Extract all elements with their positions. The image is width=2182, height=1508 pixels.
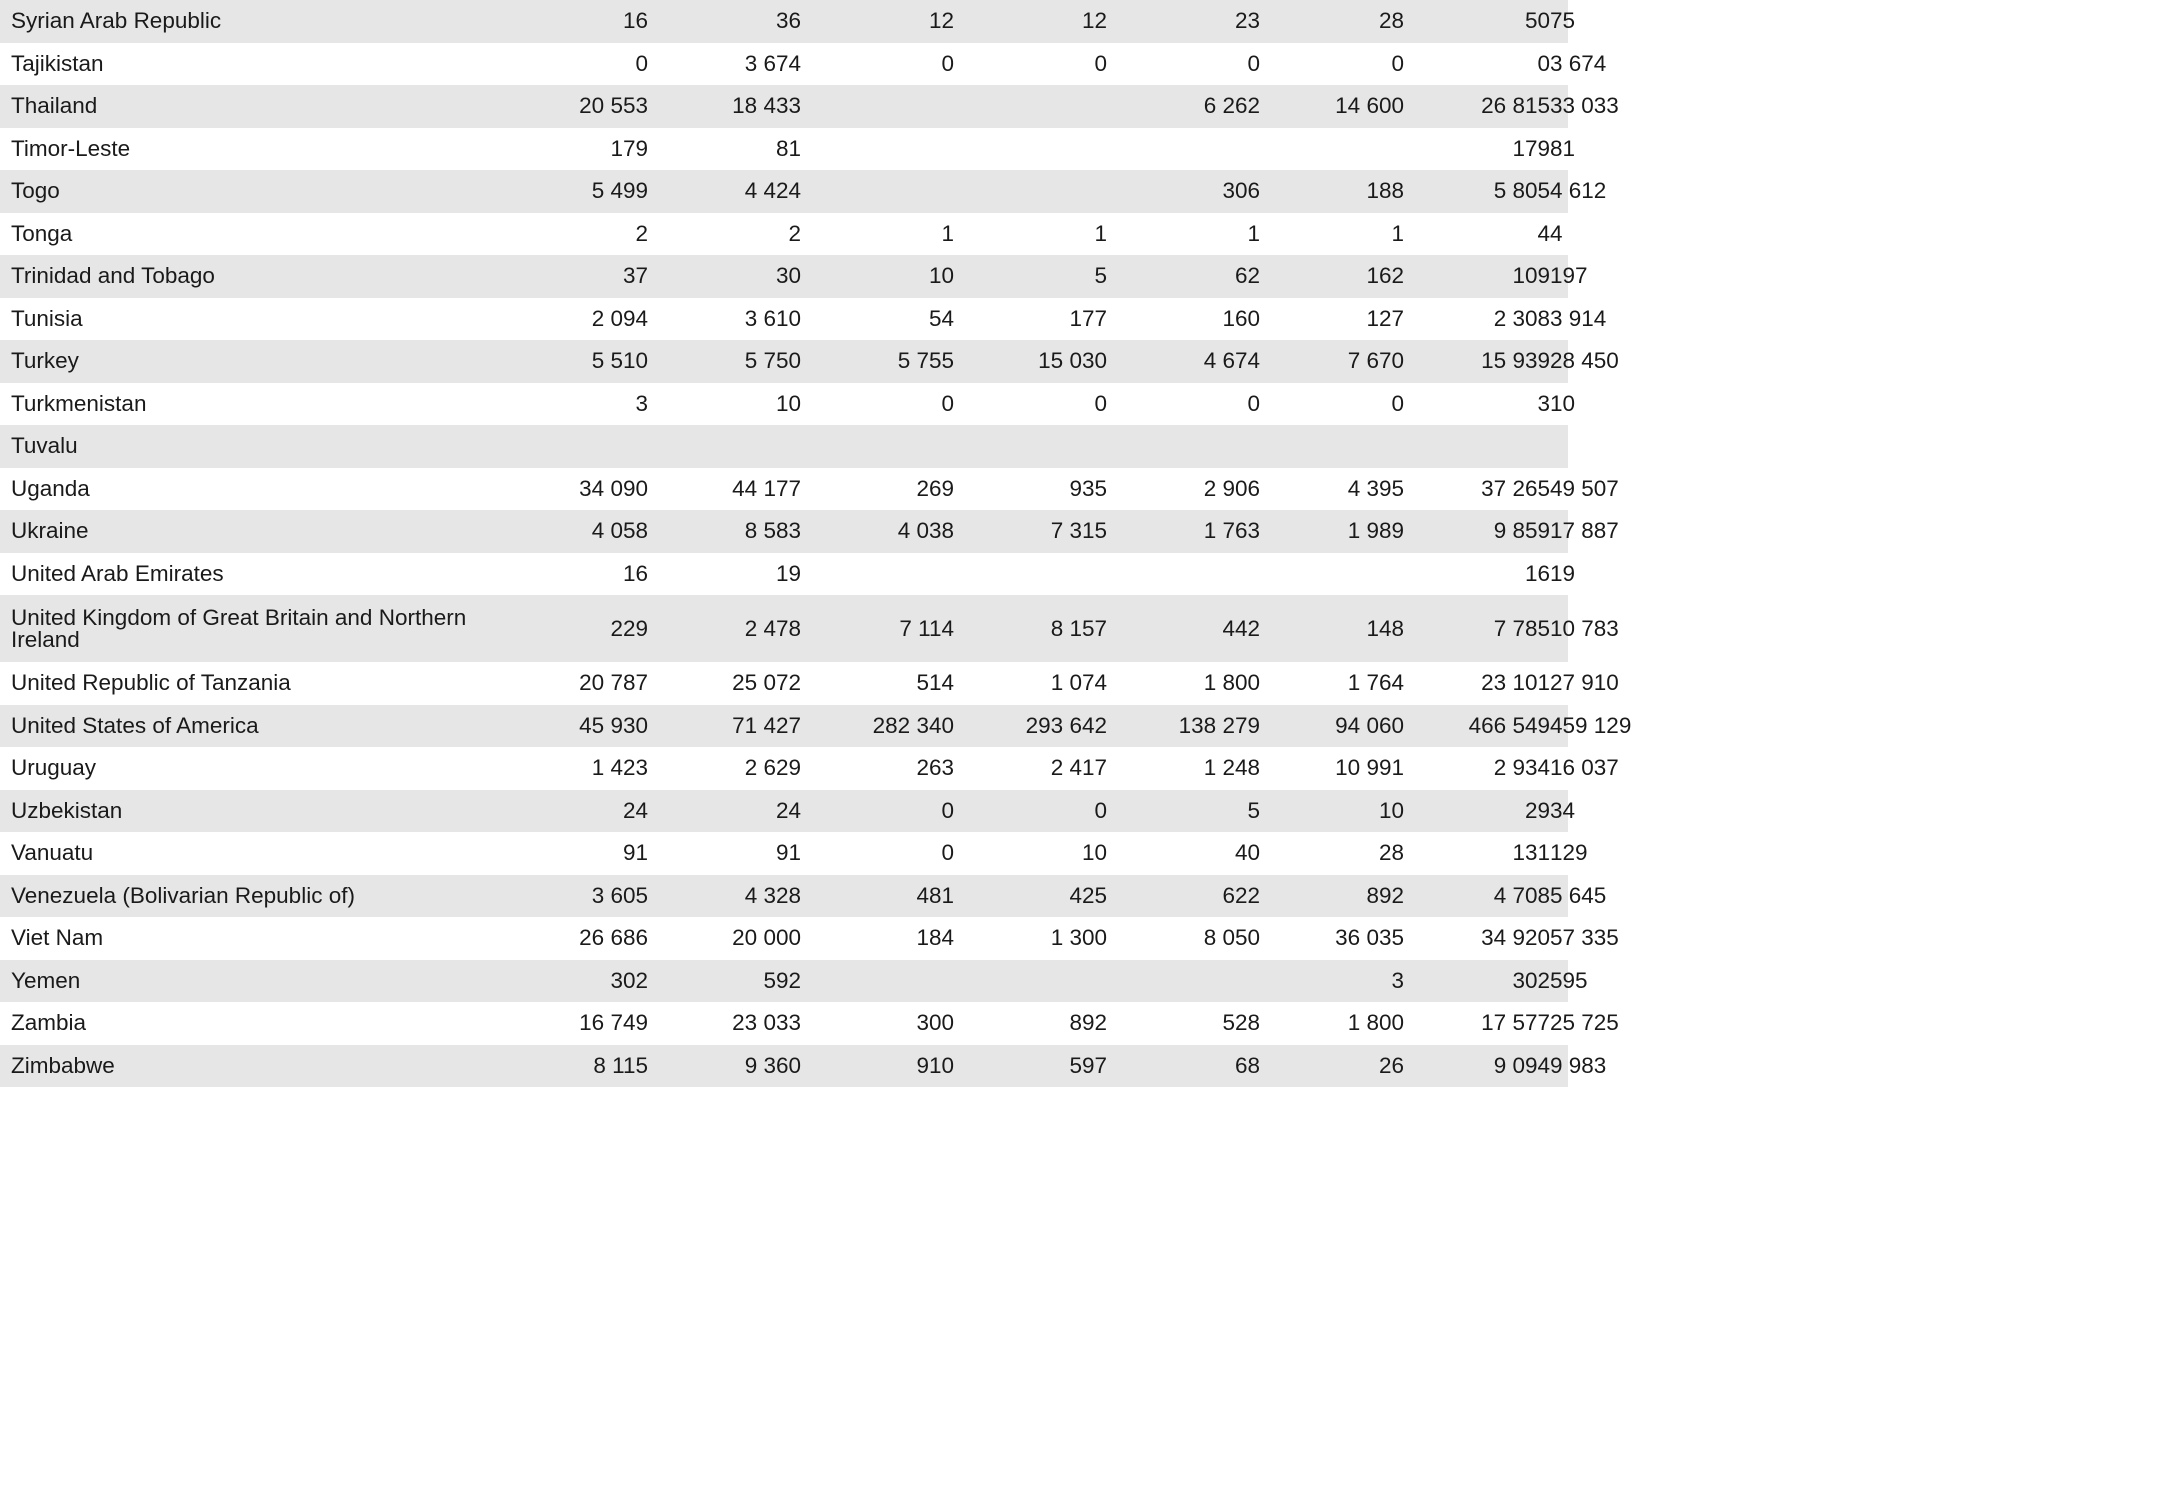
value-cell-col-7: 109 (1404, 255, 1550, 298)
value-cell-col-1: 5 510 (520, 340, 648, 383)
table-row (0, 85, 1568, 128)
country-name-cell: United Arab Emirates (11, 560, 224, 586)
value-cell-col-2: 24 (648, 790, 801, 833)
value-cell-col-4: 0 (954, 790, 1107, 833)
value-cell-col-3: 0 (941, 390, 954, 416)
value-cell-col-7: 23 101 (1481, 670, 1550, 696)
value-cell-col-2: 30 (648, 255, 801, 298)
value-cell-col-7: 131 (1512, 840, 1550, 866)
country-name-cell: Yemen (0, 960, 520, 1003)
value-cell-col-3: 481 (801, 875, 954, 918)
value-cell-col-2: 9 360 (648, 1045, 801, 1088)
value-cell-col-6: 1 800 (1347, 1010, 1404, 1036)
table-row (0, 705, 1568, 748)
value-cell-col-1: 0 (635, 50, 648, 76)
country-name-cell: Uzbekistan (0, 790, 520, 833)
value-cell-col-3: 0 (801, 790, 954, 833)
value-cell-col-3: 0 (941, 50, 954, 76)
value-cell-col-2: 592 (648, 960, 801, 1003)
country-name-cell: Viet Nam (11, 925, 104, 951)
country-name-cell: Zimbabwe (0, 1045, 520, 1088)
value-cell-col-6: 36 035 (1335, 925, 1404, 951)
value-cell-col-1: 20 787 (579, 670, 648, 696)
table-row (0, 1002, 1568, 1045)
value-cell-col-3: 7 114 (801, 595, 954, 662)
country-name-cell: Turkmenistan (11, 390, 147, 416)
value-cell-col-5: 62 (1107, 255, 1260, 298)
value-cell-col-5: 23 (1107, 0, 1260, 43)
country-name-cell: Togo (0, 170, 520, 213)
value-cell-col-4: 425 (954, 875, 1107, 918)
value-cell-col-2 (648, 425, 801, 468)
value-cell-col-7: 7 785 (1404, 595, 1550, 662)
value-cell-col-6: 10 (1260, 790, 1404, 833)
value-cell-col-3: 5 755 (801, 340, 954, 383)
value-cell-col-2: 36 (648, 0, 801, 43)
value-cell-col-4: 15 030 (954, 340, 1107, 383)
table-row (0, 128, 1568, 171)
value-cell-col-2: 8 583 (648, 510, 801, 553)
value-cell-col-5: 4 674 (1107, 340, 1260, 383)
value-cell-col-8: 49 507 (1550, 475, 1619, 501)
value-cell-col-5: 6 262 (1107, 85, 1260, 128)
value-cell-col-5 (1107, 553, 1260, 596)
value-cell-col-1: 229 (520, 595, 648, 662)
country-name-cell: Syrian Arab Republic (0, 0, 520, 43)
country-name-cell: Thailand (0, 85, 520, 128)
value-cell-col-4: 2 417 (1050, 755, 1107, 781)
value-cell-col-3 (801, 553, 954, 596)
value-cell-col-6: 1 764 (1347, 670, 1404, 696)
table-row (0, 340, 1568, 383)
value-cell-col-4: 597 (954, 1045, 1107, 1088)
value-cell-col-3: 12 (801, 0, 954, 43)
value-cell-col-3: 4 038 (801, 510, 954, 553)
table-row (0, 662, 1568, 705)
table-row (0, 213, 1568, 256)
value-cell-col-6 (1260, 553, 1404, 596)
value-cell-col-7: 15 939 (1404, 340, 1550, 383)
value-cell-col-2: 4 424 (648, 170, 801, 213)
value-cell-col-7: 466 549 (1404, 705, 1550, 748)
value-cell-col-1: 5 499 (520, 170, 648, 213)
value-cell-col-1: 3 (635, 390, 648, 416)
value-cell-col-4: 12 (954, 0, 1107, 43)
value-cell-col-1: 8 115 (520, 1045, 648, 1088)
country-name-cell: Turkey (0, 340, 520, 383)
value-cell-col-7: 2 308 (1493, 305, 1550, 331)
value-cell-col-1: 24 (520, 790, 648, 833)
value-cell-col-2: 3 610 (744, 305, 801, 331)
country-name-cell: Ukraine (0, 510, 520, 553)
table-row (0, 790, 1568, 833)
table-row (0, 43, 1568, 86)
value-cell-col-5: 138 279 (1107, 705, 1260, 748)
table-row (0, 298, 1568, 341)
value-cell-col-4: 10 (1081, 840, 1107, 866)
value-cell-col-3: 0 (941, 840, 954, 866)
table-row (0, 510, 1568, 553)
value-cell-col-7: 16 (1524, 560, 1550, 586)
value-cell-col-4: 293 642 (954, 705, 1107, 748)
value-cell-col-1: 34 090 (579, 475, 648, 501)
value-cell-col-1: 16 (520, 0, 648, 43)
value-cell-col-6: 148 (1260, 595, 1404, 662)
table-row (0, 1045, 1568, 1088)
value-cell-col-3 (801, 128, 954, 171)
value-cell-col-8: 9 983 (1550, 1045, 1568, 1088)
value-cell-col-6: 94 060 (1260, 705, 1404, 748)
value-cell-col-7: 50 (1404, 0, 1550, 43)
value-cell-col-2: 71 427 (648, 705, 801, 748)
value-cell-col-8: 75 (1550, 0, 1568, 43)
country-name-cell: Vanuatu (11, 840, 94, 866)
value-cell-col-4 (954, 425, 1107, 468)
value-cell-col-2: 2 629 (744, 755, 801, 781)
value-cell-col-8: 10 783 (1550, 595, 1568, 662)
value-cell-col-8: 28 450 (1550, 340, 1568, 383)
value-cell-col-4: 8 157 (954, 595, 1107, 662)
value-cell-col-4: 0 (1094, 50, 1107, 76)
value-cell-col-4: 1 074 (1050, 670, 1107, 696)
value-cell-col-5: 306 (1107, 170, 1260, 213)
value-cell-col-5: 2 906 (1203, 475, 1260, 501)
country-name-cell: Uganda (11, 475, 90, 501)
table-row (0, 917, 1568, 960)
value-cell-col-1: 45 930 (520, 705, 648, 748)
value-cell-col-5: 68 (1107, 1045, 1260, 1088)
value-cell-col-1: 3 605 (520, 875, 648, 918)
value-cell-col-3: 300 (916, 1010, 954, 1036)
value-cell-col-8: 197 (1550, 255, 1568, 298)
value-cell-col-8: 129 (1550, 840, 1588, 866)
value-cell-col-5: 442 (1107, 595, 1260, 662)
value-cell-col-8: 25 725 (1550, 1010, 1619, 1036)
value-cell-col-8: 5 645 (1550, 875, 1568, 918)
value-cell-col-6: 28 (1260, 0, 1404, 43)
value-cell-col-7: 9 094 (1404, 1045, 1550, 1088)
country-name-cell: United States of America (0, 705, 520, 748)
value-cell-col-7: 179 (1512, 135, 1550, 161)
value-cell-col-5: 528 (1222, 1010, 1260, 1036)
value-cell-col-6: 26 (1260, 1045, 1404, 1088)
value-cell-col-6: 188 (1260, 170, 1404, 213)
value-cell-col-4: 7 315 (954, 510, 1107, 553)
value-cell-col-6: 162 (1260, 255, 1404, 298)
value-cell-col-2: 91 (775, 840, 801, 866)
table-row (0, 468, 1568, 511)
value-cell-col-4 (954, 960, 1107, 1003)
value-cell-col-4: 5 (954, 255, 1107, 298)
value-cell-col-8: 19 (1550, 560, 1576, 586)
value-cell-col-2: 23 033 (732, 1010, 801, 1036)
value-cell-col-6: 1 989 (1260, 510, 1404, 553)
value-cell-col-4 (954, 128, 1107, 171)
country-name-cell: Venezuela (Bolivarian Republic of) (0, 875, 520, 918)
value-cell-col-2: 19 (775, 560, 801, 586)
value-cell-col-8: 81 (1550, 135, 1576, 161)
value-cell-col-6 (1260, 425, 1404, 468)
value-cell-col-4: 892 (1069, 1010, 1107, 1036)
table-row (0, 832, 1568, 875)
value-cell-col-5: 40 (1234, 840, 1260, 866)
value-cell-col-5: 0 (1247, 390, 1260, 416)
country-name-cell: Tunisia (11, 305, 83, 331)
value-cell-col-7: 17 577 (1481, 1010, 1550, 1036)
value-cell-col-7: 0 (1537, 50, 1550, 76)
country-name-cell: Uruguay (11, 755, 97, 781)
value-cell-col-5: 1 248 (1203, 755, 1260, 781)
value-cell-col-3 (801, 425, 954, 468)
value-cell-col-2: 3 674 (744, 50, 801, 76)
value-cell-col-4 (954, 85, 1107, 128)
value-cell-col-1 (520, 425, 648, 468)
value-cell-col-1: 91 (622, 840, 648, 866)
value-cell-col-6: 10 991 (1335, 755, 1404, 781)
value-cell-col-6: 892 (1260, 875, 1404, 918)
value-cell-col-4: 1 (1094, 220, 1107, 246)
value-cell-col-7: 5 805 (1404, 170, 1550, 213)
value-cell-col-1: 16 749 (579, 1010, 648, 1036)
value-cell-col-4 (954, 170, 1107, 213)
value-cell-col-8: 595 (1550, 960, 1568, 1003)
value-cell-col-8: 4 (1550, 220, 1563, 246)
value-cell-col-8: 27 910 (1550, 670, 1619, 696)
value-cell-col-3: 910 (801, 1045, 954, 1088)
value-cell-col-4: 1 300 (1050, 925, 1107, 951)
value-cell-col-8: 3 674 (1550, 50, 1607, 76)
value-cell-col-5: 160 (1222, 305, 1260, 331)
value-cell-col-6: 0 (1391, 50, 1404, 76)
value-cell-col-8: 57 335 (1550, 925, 1619, 951)
value-cell-col-8: 3 914 (1550, 305, 1607, 331)
value-cell-col-7: 4 (1537, 220, 1550, 246)
table-row (0, 425, 1568, 468)
value-cell-col-3 (801, 960, 954, 1003)
value-cell-col-5: 622 (1107, 875, 1260, 918)
value-cell-col-6 (1260, 128, 1404, 171)
value-cell-col-3: 54 (928, 305, 954, 331)
value-cell-col-8 (1550, 425, 1568, 468)
value-cell-col-7: 29 (1404, 790, 1550, 833)
value-cell-col-1: 179 (610, 135, 648, 161)
country-name-cell: Tonga (11, 220, 73, 246)
value-cell-col-5: 1 (1247, 220, 1260, 246)
value-cell-col-1: 302 (520, 960, 648, 1003)
value-cell-col-6: 14 600 (1260, 85, 1404, 128)
value-cell-col-5 (1107, 128, 1260, 171)
value-cell-col-7: 3 (1537, 390, 1550, 416)
value-cell-col-1: 4 058 (520, 510, 648, 553)
value-cell-col-8: 459 129 (1550, 705, 1568, 748)
value-cell-col-2: 10 (775, 390, 801, 416)
value-cell-col-3: 263 (916, 755, 954, 781)
table-row (0, 960, 1568, 1003)
value-cell-col-3: 282 340 (801, 705, 954, 748)
value-cell-col-1: 1 423 (591, 755, 648, 781)
value-cell-col-6: 28 (1378, 840, 1404, 866)
value-cell-col-2: 81 (775, 135, 801, 161)
value-cell-col-8: 17 887 (1550, 510, 1568, 553)
value-cell-col-2: 20 000 (732, 925, 801, 951)
table-row (0, 383, 1568, 426)
value-cell-col-2: 44 177 (732, 475, 801, 501)
value-cell-col-3: 1 (941, 220, 954, 246)
value-cell-col-5: 8 050 (1203, 925, 1260, 951)
value-cell-col-1: 2 094 (591, 305, 648, 331)
value-cell-col-1: 16 (622, 560, 648, 586)
value-cell-col-5: 1 800 (1203, 670, 1260, 696)
value-cell-col-5: 0 (1247, 50, 1260, 76)
value-cell-col-5: 1 763 (1107, 510, 1260, 553)
country-name-cell: United Republic of Tanzania (11, 670, 291, 696)
value-cell-col-3 (801, 170, 954, 213)
value-cell-col-7: 37 265 (1481, 475, 1550, 501)
country-name-cell: Tuvalu (0, 425, 520, 468)
value-cell-col-7: 302 (1404, 960, 1550, 1003)
value-cell-col-6: 3 (1260, 960, 1404, 1003)
value-cell-col-7: 4 708 (1404, 875, 1550, 918)
value-cell-col-6: 4 395 (1347, 475, 1404, 501)
value-cell-col-2: 5 750 (648, 340, 801, 383)
value-cell-col-7: 26 815 (1404, 85, 1550, 128)
value-cell-col-1: 26 686 (579, 925, 648, 951)
value-cell-col-4: 177 (1069, 305, 1107, 331)
value-cell-col-8: 34 (1550, 790, 1568, 833)
country-name-cell: Timor-Leste (11, 135, 131, 161)
value-cell-col-6: 127 (1366, 305, 1404, 331)
value-cell-col-8: 33 033 (1550, 85, 1568, 128)
value-cell-col-2: 18 433 (648, 85, 801, 128)
table-row (0, 875, 1568, 918)
value-cell-col-4: 0 (1094, 390, 1107, 416)
table-row (0, 553, 1568, 596)
value-cell-col-3: 184 (916, 925, 954, 951)
value-cell-col-8: 16 037 (1550, 755, 1619, 781)
value-cell-col-5 (1107, 960, 1260, 1003)
value-cell-col-7: 9 859 (1404, 510, 1550, 553)
country-name-cell: Trinidad and Tobago (0, 255, 520, 298)
value-cell-col-3: 10 (801, 255, 954, 298)
country-name-cell: Zambia (11, 1010, 87, 1036)
table-row (0, 255, 1568, 298)
table-row (0, 170, 1568, 213)
value-cell-col-5 (1107, 425, 1260, 468)
value-cell-col-1: 37 (520, 255, 648, 298)
value-cell-col-2: 4 328 (648, 875, 801, 918)
country-name-cell: Tajikistan (11, 50, 104, 76)
value-cell-col-7: 34 920 (1481, 925, 1550, 951)
value-cell-col-6: 7 670 (1260, 340, 1404, 383)
value-cell-col-4 (954, 553, 1107, 596)
value-cell-col-8: 10 (1550, 390, 1576, 416)
value-cell-col-1: 20 553 (520, 85, 648, 128)
value-cell-col-7 (1404, 425, 1550, 468)
value-cell-col-2: 2 (788, 220, 801, 246)
table-row (0, 595, 1568, 662)
value-cell-col-3 (801, 85, 954, 128)
value-cell-col-1: 2 (635, 220, 648, 246)
value-cell-col-5: 5 (1107, 790, 1260, 833)
value-cell-col-7: 2 934 (1493, 755, 1550, 781)
country-name-cell: United Kingdom of Great Britain and Northern Ireland (0, 595, 520, 662)
value-cell-col-4: 935 (1069, 475, 1107, 501)
value-cell-col-6: 1 (1391, 220, 1404, 246)
value-cell-col-6: 0 (1391, 390, 1404, 416)
value-cell-col-3: 514 (916, 670, 954, 696)
value-cell-col-3: 269 (916, 475, 954, 501)
table-row (0, 0, 1568, 43)
table-row (0, 747, 1568, 790)
value-cell-col-2: 25 072 (732, 670, 801, 696)
value-cell-col-8: 4 612 (1550, 170, 1568, 213)
value-cell-col-2: 2 478 (648, 595, 801, 662)
